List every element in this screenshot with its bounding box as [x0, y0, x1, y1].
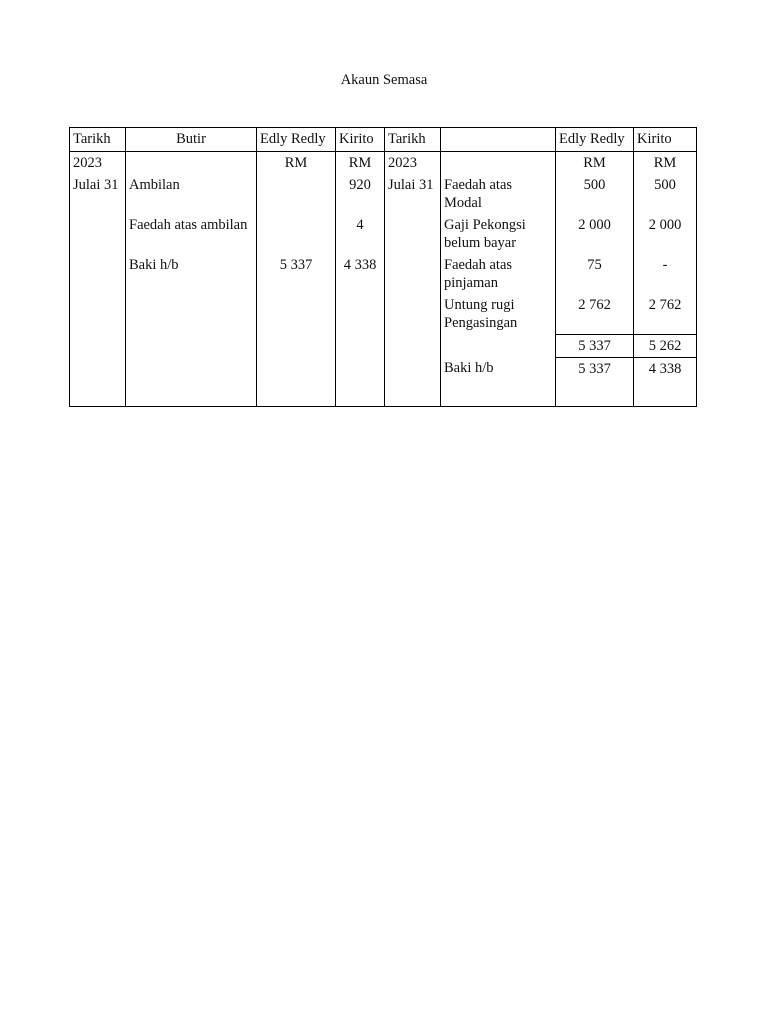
table-row: Untung rugi Pengasingan 2 762 2 762: [70, 294, 697, 334]
header-right-item: [441, 128, 556, 152]
current-account-ledger: [69, 127, 697, 407]
currency-right-kirito: RM: [634, 152, 697, 175]
header-right-edly: Edly Redly: [556, 128, 634, 152]
year-row: [70, 152, 697, 175]
table-row: Julai 31 Ambilan 920 Julai 31 Faedah atas Modal 500 500: [70, 174, 697, 214]
balance-label: Baki h/b: [441, 357, 556, 406]
balance-row: [70, 357, 697, 406]
currency-left-edly: RM: [257, 152, 336, 175]
year-left: 2023: [70, 152, 126, 175]
header-left-date: Tarikh: [70, 128, 126, 152]
page-title: Akaun Semasa: [340, 72, 428, 88]
year-right: 2023: [385, 152, 441, 175]
table-row: Baki h/b 5 337 4 338 Faedah atas pinjaman 75 -: [70, 254, 697, 294]
totals-row: [70, 334, 697, 357]
header-left-edly: Edly Redly: [257, 128, 336, 152]
header-left-item: Butir: [126, 128, 257, 152]
header-row: [70, 128, 697, 152]
header-right-date: Tarikh: [385, 128, 441, 152]
total-edly: 5 337: [556, 334, 634, 357]
header-left-kirito: Kirito: [336, 128, 385, 152]
balance-kirito: 4 338: [634, 357, 697, 406]
balance-edly: 5 337: [556, 357, 634, 406]
currency-right-edly: RM: [556, 152, 634, 175]
total-kirito: 5 262: [634, 334, 697, 357]
currency-left-kirito: RM: [336, 152, 385, 175]
header-right-kirito: Kirito: [634, 128, 697, 152]
table-row: Faedah atas ambilan 4 Gaji Pekongsi belum bayar 2 000 2 000: [70, 214, 697, 254]
